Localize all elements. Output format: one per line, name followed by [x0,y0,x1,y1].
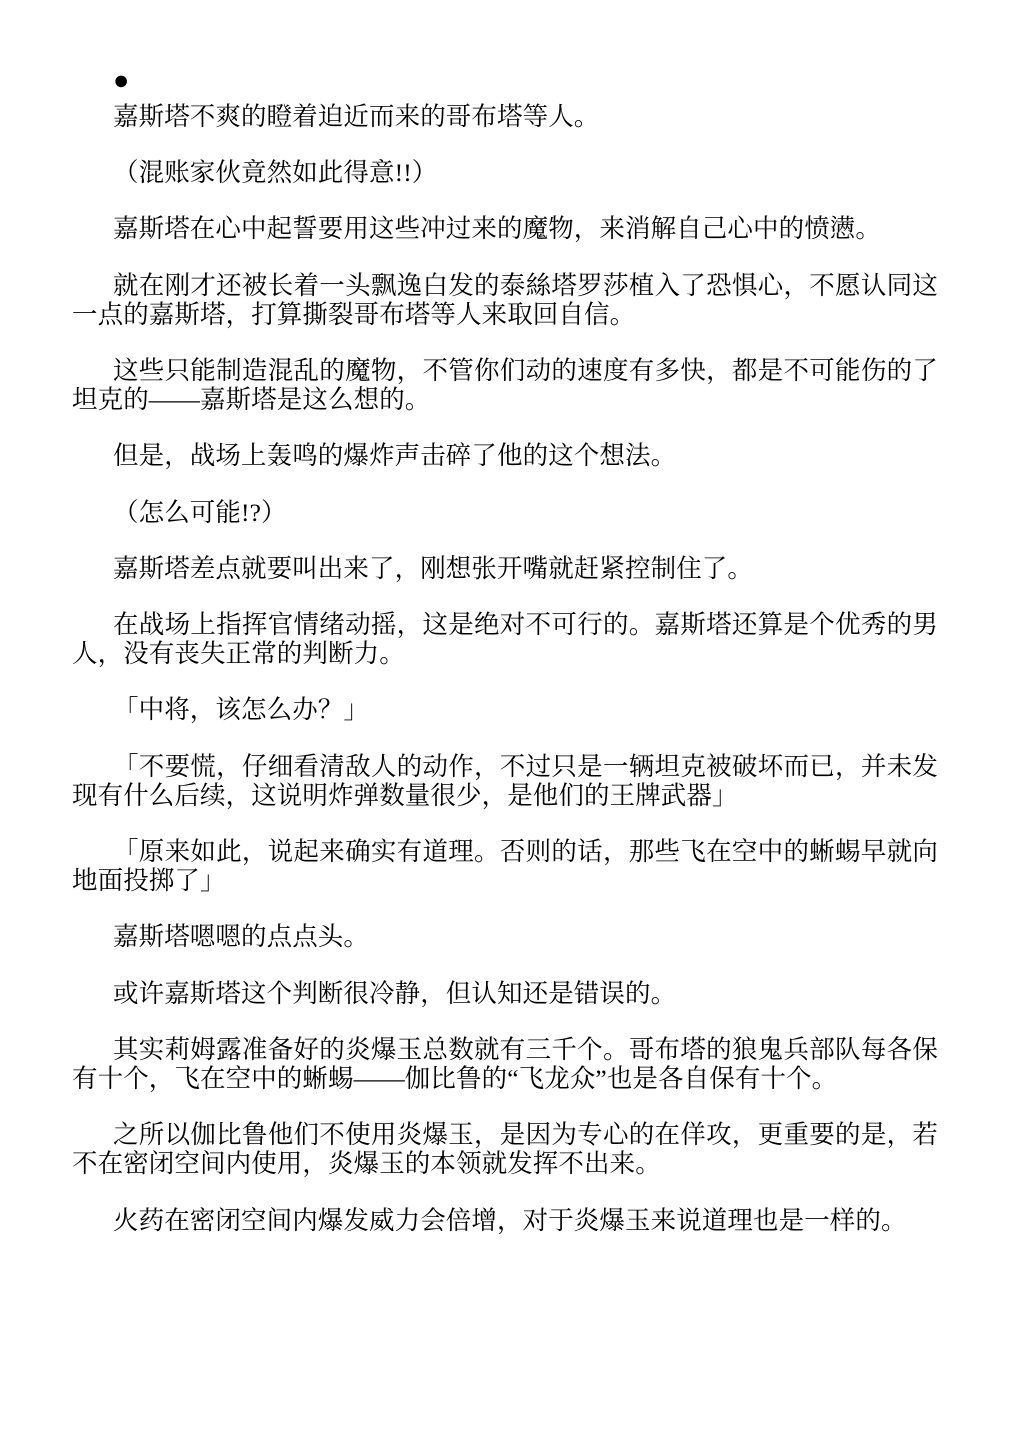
paragraph: 但是，战场上轰鸣的爆炸声击碎了他的这个想法。 [113,441,677,471]
paragraph: （怎么可能!?） [113,497,287,527]
paragraph: 或许嘉斯塔这个判断很冷静，但认知还是错误的。 [113,978,677,1008]
paragraph: （混账家伙竟然如此得意!!） [113,158,438,188]
paragraph: 这些只能制造混乱的魔物，不管你们动的速度有多快，都是不可能伤的了坦克的——嘉斯塔是这么想的。 [72,356,938,415]
paragraph: 在战场上指挥官情绪动摇，这是绝对不可行的。嘉斯塔还算是个优秀的男人，没有丧失正常的判断力。 [72,610,938,669]
paragraph: 火药在密闭空间内爆发威力会倍增，对于炎爆玉来说道理也是一样的。 [113,1205,907,1235]
paragraph: 其实莉姆露准备好的炎爆玉总数就有三千个。哥布塔的狼鬼兵部队每各保有十个，飞在空中的蜥蜴——伽比鲁的“飞龙众”也是各自保有十个。 [72,1034,938,1094]
paragraph: 之所以伽比鲁他们不使用炎爆玉，是因为专心的在佯攻，更重要的是，若不在密闭空间内使用，炎爆玉的本领就发挥不出来。 [72,1120,938,1179]
paragraph: 嘉斯塔差点就要叫出来了，刚想张开嘴就赶紧控制住了。 [113,553,754,583]
dialogue-paragraph: 「原来如此，说起来确实有道理。否则的话，那些飞在空中的蜥蜴早就向地面投掷了」 [72,837,938,896]
dialogue-paragraph: 「不要慌，仔细看清敌人的动作，不过只是一辆坦克被破坏而已，并未发现有什么后续，这说明炸弹数量很少，是他们的王牌武器」 [72,751,938,810]
document-body [72,66,938,1235]
paragraph: 嘉斯塔不爽的瞪着迫近而来的哥布塔等人。 [113,102,600,131]
section-marker-bullet: ● [113,65,130,95]
paragraph: 就在刚才还被长着一头飘逸白发的泰絲塔罗莎植入了恐惧心，不愿认同这一点的嘉斯塔，打算撕裂哥布塔等人来取回自信。 [72,270,938,329]
dialogue-paragraph: 「中将，该怎么办？」 [113,695,370,725]
paragraph: 嘉斯塔嗯嗯的点点头。 [113,922,370,952]
paragraph: 嘉斯塔在心中起誓要用这些冲过来的魔物，来消解自己心中的愤懑。 [113,214,882,244]
